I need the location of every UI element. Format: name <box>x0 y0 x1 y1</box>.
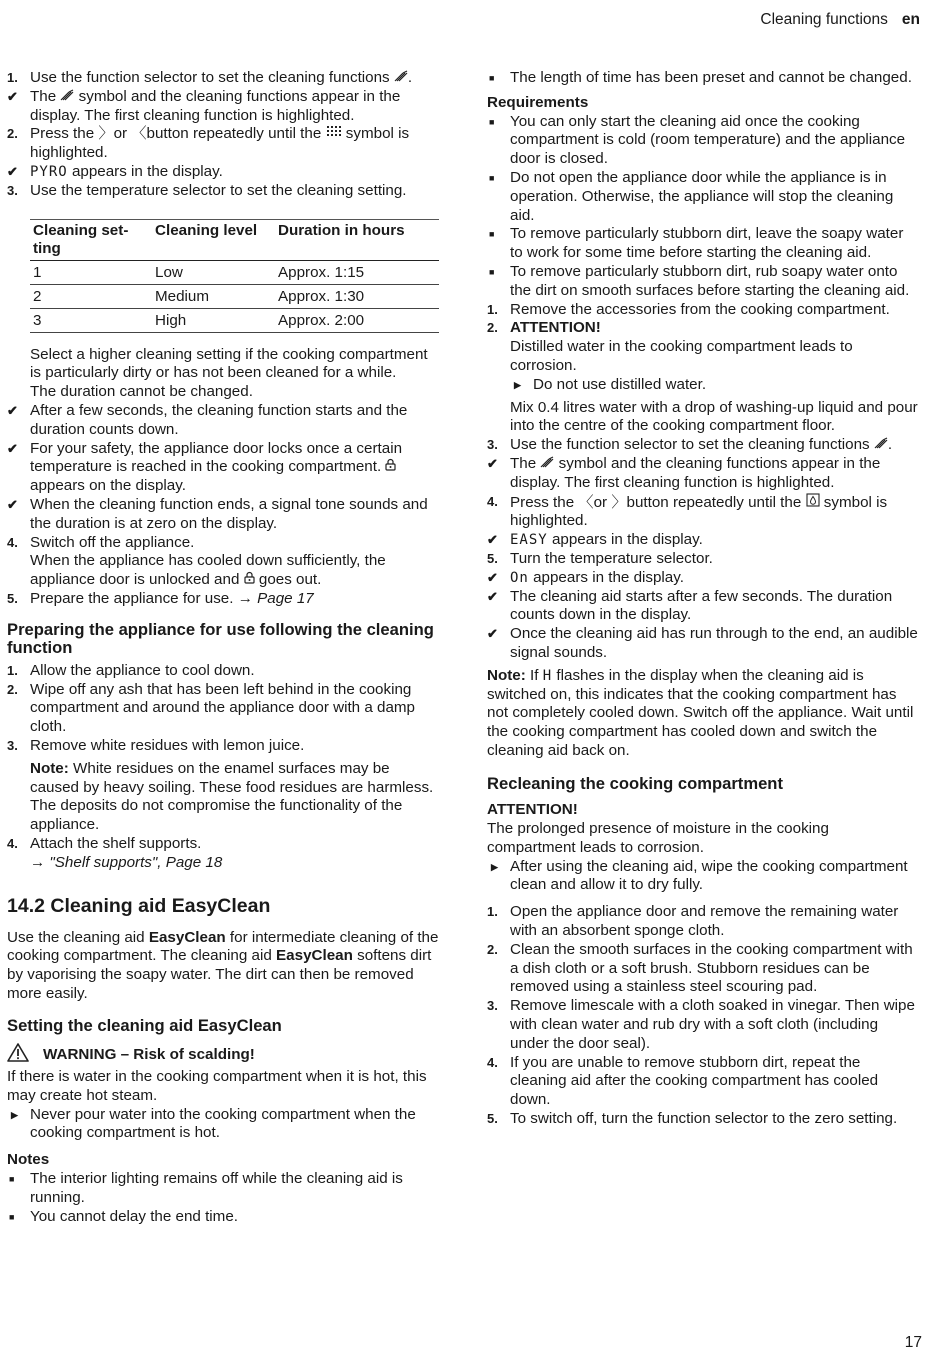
checkmark-icon: ✔ <box>7 402 18 418</box>
warning-action: ▶ Never pour water into the cooking compartment when the cooking compartment is hot. <box>11 1105 416 1142</box>
prep-step-3: 3. Remove white residues with lemon juice. <box>7 736 305 754</box>
chevron-right-icon: 〉 <box>98 125 114 143</box>
square-bullet-icon: ■ <box>489 73 495 83</box>
result-1: ✔ The symbol and the cleaning functions appear in the display. The first cleaning function is highlighted. <box>7 87 401 124</box>
step-4: 4. Switch off the appliance. When the appliance has cooled down sufficiently, the appliance door is unlocked and goes out. <box>7 533 386 589</box>
chevron-right-icon: 〉 <box>611 493 627 511</box>
on-display-code: On <box>510 569 529 586</box>
note-item: ■ The length of time has been preset and cannot be changed. <box>489 69 912 86</box>
pyro-display-code: PYRO <box>30 163 68 180</box>
easy-result-1: ✔ The symbol and the cleaning functions appear in the display. The first cleaning function is highlighted. <box>487 454 881 491</box>
h-display-code: H <box>542 667 553 684</box>
lock-icon <box>244 571 255 590</box>
attention-action: ▶ After using the cleaning aid, wipe the cooking compartment clean and allow it to dry fully. <box>491 857 908 894</box>
triangle-bullet-icon: ▶ <box>11 1109 18 1120</box>
warning-title: WARNING – Risk of scalding! <box>7 1043 439 1068</box>
heading-recleaning: Recleaning the cooking compartment <box>487 773 783 793</box>
requirements-title: Requirements <box>487 93 589 111</box>
result-4: ✔ For your safety, the appliance door locks once a certain temperature is reached in the cooking compartment. appears on the display. <box>7 439 403 495</box>
checkmark-icon: ✔ <box>487 532 498 548</box>
brush-icon <box>874 436 888 455</box>
reclean-step-4: 4. If you are unable to remove stubborn dirt, repeat the cleaning aid after the cooking compartment has cooled down. <box>487 1053 879 1109</box>
requirement-item: ■ To remove particularly stubborn dirt, leave the soapy water to work for some time before starting the cleaning aid. <box>489 225 904 262</box>
lock-icon <box>385 458 396 477</box>
paragraph-duration: The duration cannot be changed. <box>30 383 253 401</box>
reclean-step-1: 1. Open the appliance door and remove the remaining water with an absorbent sponge cloth. <box>487 903 899 939</box>
step-1: 1. Use the function selector to set the cleaning functions . <box>7 69 413 86</box>
checkmark-icon: ✔ <box>7 88 18 104</box>
brush-icon <box>60 88 74 107</box>
table-header: Cleaning level <box>152 219 275 260</box>
page-header <box>760 11 920 30</box>
result-2: ✔ PYRO appears in the display. <box>7 162 223 180</box>
step-2: 2. Press the 〉or 〈button repeatedly until the symbol is highlighted. <box>7 125 410 162</box>
shelf-supports-link[interactable]: → "Shelf supports", Page 18 <box>30 853 223 871</box>
square-bullet-icon: ■ <box>489 266 495 277</box>
square-bullet-icon: ■ <box>9 1211 15 1222</box>
easy-result-2: ✔ EASY appears in the display. <box>487 531 703 549</box>
header-language: en <box>901 11 920 28</box>
easy-step-1: 1. Remove the accessories from the cooking compartment. <box>487 300 890 318</box>
easy-step-5: 5. Turn the temperature selector. <box>487 549 713 567</box>
page-reference-link[interactable]: → Page 17 <box>237 589 314 607</box>
checkmark-icon: ✔ <box>7 440 18 456</box>
easy-display-code: EASY <box>510 532 548 549</box>
pyro-grid-icon <box>326 125 342 144</box>
easy-result-3: ✔ On appears in the display. <box>487 568 684 586</box>
square-bullet-icon: ■ <box>489 172 495 183</box>
easy-step-3: 3. Use the function selector to set the cleaning functions . <box>487 436 893 454</box>
square-bullet-icon: ■ <box>9 1173 15 1184</box>
prep-note: Note: White residues on the enamel surfaces may be caused by heavy soiling. These food residues are harmless. The deposits do not compromise the functionality of the appliance. <box>30 759 434 834</box>
step-5: 5. Prepare the appliance for use. → Page 17 <box>7 589 314 607</box>
requirement-item: ■ You can only start the cleaning aid once the cooking compartment is cold (room temperature) and the appliance door is closed. <box>489 112 906 168</box>
checkmark-icon: ✔ <box>487 455 498 471</box>
cleaning-settings-table <box>30 219 439 333</box>
reclean-step-5: 5. To switch off, turn the function selector to the zero setting. <box>487 1109 898 1127</box>
chevron-left-icon: 〈 <box>131 125 147 143</box>
table-row: 2 Medium Approx. 1:30 <box>30 284 439 308</box>
result-5: ✔ When the cleaning function ends, a signal tone sounds and the duration is at zero on the display. <box>7 495 428 532</box>
table-header: Cleaning setting <box>30 219 152 260</box>
warning-text: If there is water in the cooking compartment when it is hot, this may create hot steam. <box>7 1067 427 1104</box>
triangle-bullet-icon: ▶ <box>491 861 498 872</box>
attention-title: ATTENTION! <box>487 801 578 819</box>
easy-note: Note: If H flashes in the display when the cleaning aid is switched on, this indicates that the cooking compartment has not completely cooled down. Switch off the appliance. Wait until the cooking compartment has cooled down and switch the cleaning aid back on. <box>487 666 914 759</box>
attention-text: The prolonged presence of moisture in the cooking compartment leads to corrosion. <box>487 819 829 856</box>
table-header: Duration in hours <box>275 219 439 260</box>
easyclean-icon <box>806 493 820 513</box>
page-number: 17 <box>904 1334 922 1352</box>
reclean-step-2: 2. Clean the smooth surfaces in the cooking compartment with a dish cloth or a soft brush. Stubborn residues can be removed using a stainless steel scouring pad. <box>487 940 913 996</box>
table-row: 3 High Approx. 2:00 <box>30 308 439 332</box>
chevron-left-icon: 〈 <box>578 493 594 511</box>
result-3: ✔ After a few seconds, the cleaning function starts and the duration counts down. <box>7 401 408 438</box>
triangle-bullet-icon: ▶ <box>514 379 521 390</box>
requirement-item: ■ To remove particularly stubborn dirt, rub soapy water onto the dirt on smooth surfaces before starting the cleaning aid. <box>489 262 910 299</box>
easy-result-5: ✔ Once the cleaning aid has run through to the end, an audible signal sounds. <box>487 625 918 661</box>
easy-step-4: 4. Press the 〈or 〉button repeatedly until the symbol is highlighted. <box>487 493 888 530</box>
prep-step-2: 2. Wipe off any ash that has been left behind in the cooking compartment and around the appliance door with a damp cloth. <box>7 680 415 736</box>
checkmark-icon: ✔ <box>487 588 498 604</box>
checkmark-icon: ✔ <box>7 163 18 179</box>
heading-setting: Setting the cleaning aid EasyClean <box>7 1015 282 1035</box>
checkmark-icon: ✔ <box>7 496 18 512</box>
easy-step-2-action: ▶ Do not use distilled water. <box>514 375 707 393</box>
note-item: ■ The interior lighting remains off while the cleaning aid is running. <box>9 1169 403 1206</box>
header-section: Cleaning functions <box>760 11 888 28</box>
easy-result-4: ✔ The cleaning aid starts after a few seconds. The duration counts down in the display. <box>487 587 893 624</box>
reclean-step-3: 3. Remove limescale with a cloth soaked in vinegar. Then wipe with clean water and rub dry with a soft cloth (including under the door seal). <box>487 997 915 1052</box>
heading-preparing: Preparing the appliance for use following the cleaning function <box>7 619 434 658</box>
paragraph-select: Select a higher cleaning setting if the cooking compartment is particularly dirty or has not been cleaned for a while. <box>30 345 428 382</box>
right-column <box>487 69 919 1129</box>
brush-icon <box>394 69 408 88</box>
table-row: 1 Low Approx. 1:15 <box>30 260 439 284</box>
requirement-item: ■ Do not open the appliance door while the appliance is in operation. Otherwise, the appliance will stop the cleaning aid. <box>489 168 894 224</box>
prep-step-1: 1. Allow the appliance to cool down. <box>7 661 255 679</box>
brush-icon <box>540 455 554 474</box>
notes-title: Notes <box>7 1151 50 1169</box>
easy-step-2: 2. ATTENTION! Distilled water in the cooking compartment leads to corrosion. <box>487 319 853 374</box>
prep-step-4: 4. Attach the shelf supports. → "Shelf supports", Page 18 <box>7 834 223 871</box>
square-bullet-icon: ■ <box>489 116 495 127</box>
checkmark-icon: ✔ <box>487 569 498 585</box>
square-bullet-icon: ■ <box>489 229 495 240</box>
left-column <box>7 69 439 1226</box>
section-heading-14-2: 14.2 Cleaning aid EasyClean <box>7 894 271 917</box>
intro-paragraph: Use the cleaning aid EasyClean for intermediate cleaning of the cooking compartment. The cleaning aid EasyClean softens dirt by vaporising the soapy water. The dirt can then be removed more easily. <box>7 928 439 1002</box>
step-3: 3. Use the temperature selector to set the cleaning setting. <box>7 181 407 199</box>
easy-step-2-mix: Mix 0.4 litres water with a drop of washing-up liquid and pour into the centre of the cooking compartment floor. <box>510 398 918 435</box>
checkmark-icon: ✔ <box>487 626 498 642</box>
note-item: ■ You cannot delay the end time. <box>9 1207 238 1225</box>
warning-icon <box>7 1043 29 1068</box>
